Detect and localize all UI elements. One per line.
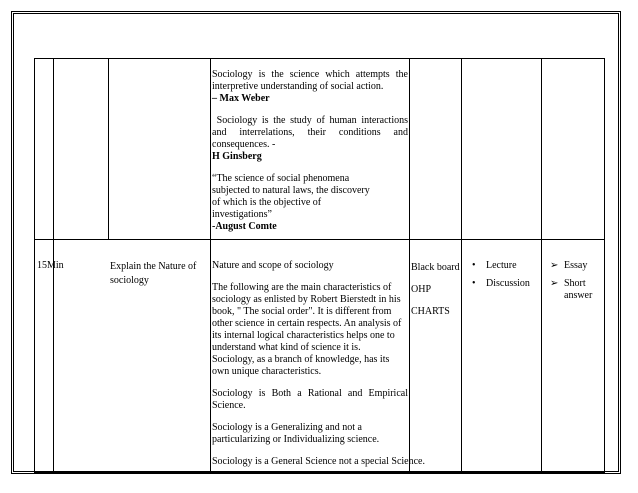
content-point-2: Sociology is a Generalizing and not a particularizing or Individualizing science. [212, 422, 380, 445]
time-cell [35, 59, 54, 240]
weber-author: – Max Weber [212, 93, 270, 104]
content-intro: The following are the main characteristics of sociology as enlisted by Robert Bierstedt in his book, " The social order". It is different from other science in certain respects. An analysis of its internal logical characteristics helps one to understand what kind of science it is. [212, 282, 402, 353]
objective-cell [54, 240, 211, 473]
table-row [35, 59, 605, 240]
content-branch: Sociology, as a branch of knowledge, has its own unique characteristics. [212, 354, 390, 377]
list-item: • Discussion [472, 278, 530, 289]
weber-definition: Sociology is the science which attempts the interpretive understanding of social action. – Max Weber [212, 69, 408, 104]
aids-cell [410, 59, 462, 240]
content-point-3: Sociology is a General Science not a special Science. [212, 456, 425, 467]
time-cell [35, 240, 64, 473]
content-point-1: Sociology is Both a Rational and Empirical Science. [212, 388, 408, 411]
bullet-icon: • [472, 278, 476, 289]
aids-cell [410, 240, 462, 473]
list-item: ➢ Short answer [550, 278, 593, 301]
blank-cell [109, 59, 211, 240]
ginsberg-definition: Sociology is the study of human interactions and interrelations, their conditions and consequences. - H Ginsberg [212, 115, 409, 162]
arrow-bullet-icon: ➢ [550, 260, 559, 271]
bullet-icon: • [472, 260, 476, 271]
time-value: 15Min [37, 260, 64, 271]
ginsberg-author: H Ginsberg [212, 151, 262, 162]
lesson-plan-table [34, 58, 605, 473]
method-cell [462, 59, 542, 240]
method-cell [462, 240, 542, 473]
arrow-bullet-icon: ➢ [550, 278, 559, 289]
comte-author: -August Comte [212, 221, 277, 232]
objective-cell [54, 59, 109, 240]
content-cell [211, 59, 410, 240]
evaluation-list [542, 240, 604, 302]
list-item: ➢ Essay [550, 260, 588, 271]
aid-item: Black board [411, 262, 460, 273]
objective-text: Explain the Nature of sociology [110, 261, 197, 286]
aid-item: CHARTS [411, 306, 450, 317]
evaluation-cell [542, 59, 605, 240]
list-item: • Lecture [472, 260, 517, 271]
table-row [35, 240, 605, 473]
method-list [462, 240, 541, 290]
aid-item: OHP [411, 284, 432, 295]
comte-definition: “The science of social phenomena subjected to natural laws, the discovery of which is the objective of investigations” -August Comte [212, 173, 370, 232]
content-heading: Nature and scope of sociology [212, 260, 334, 271]
evaluation-cell [542, 240, 605, 473]
